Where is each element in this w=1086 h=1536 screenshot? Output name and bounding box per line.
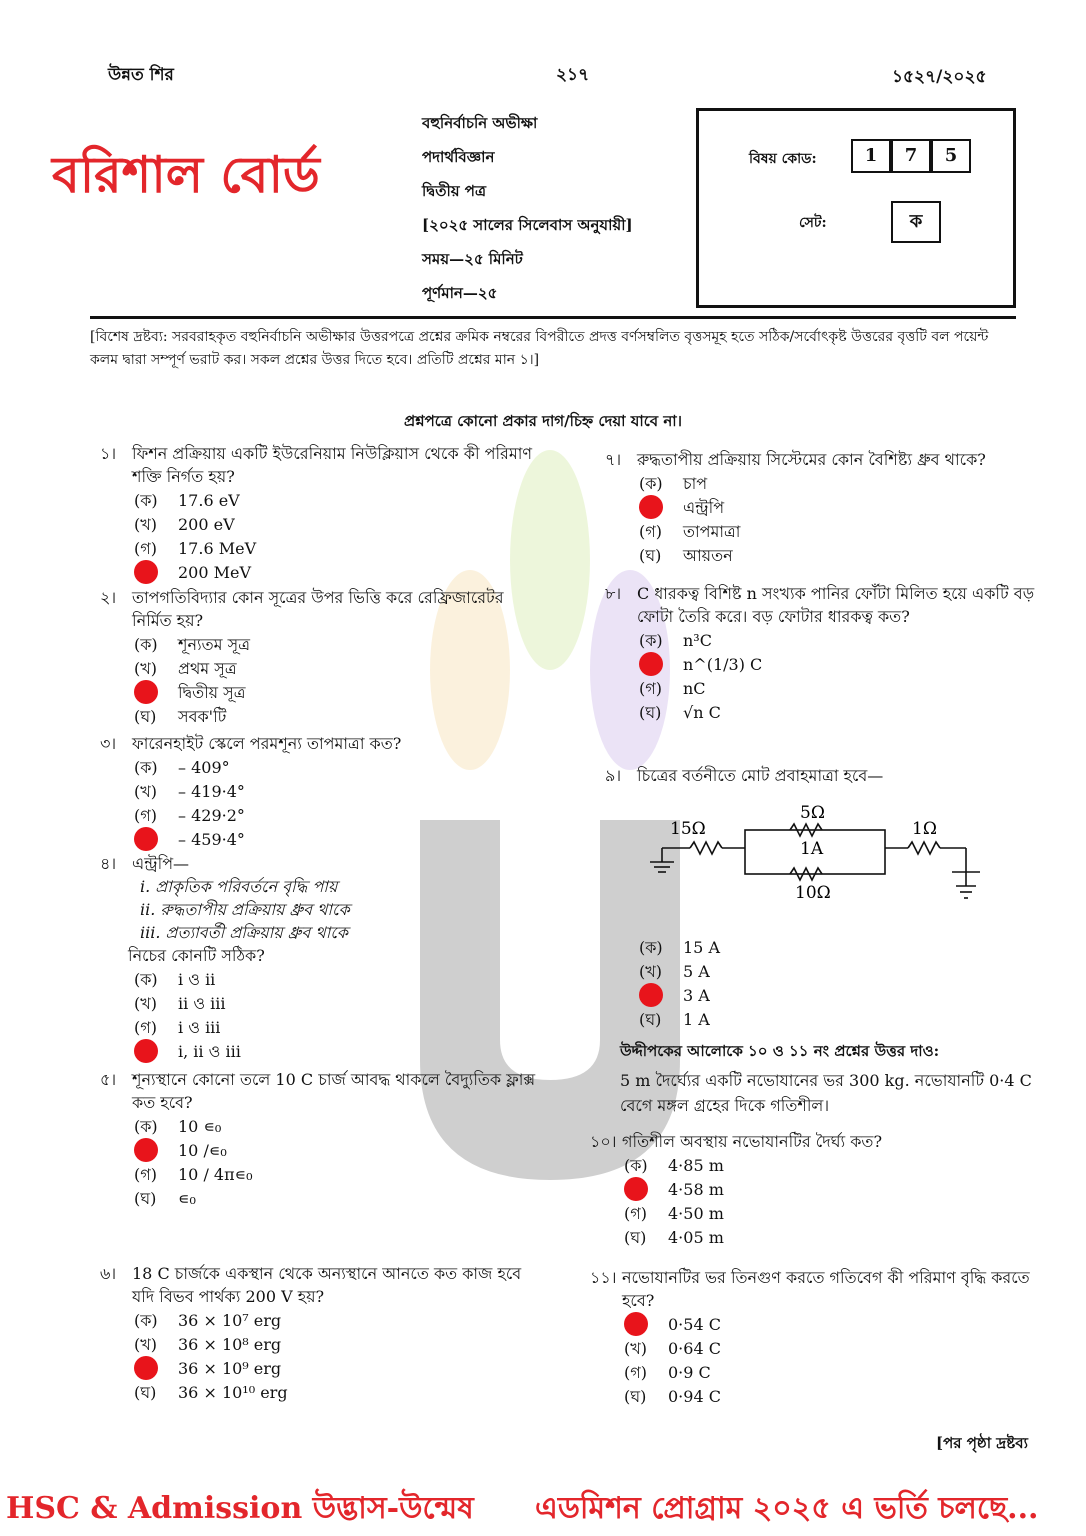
board-title: বরিশাল বোর্ড bbox=[52, 146, 320, 204]
option-label: (ক) bbox=[134, 1310, 158, 1330]
answer-marked-dot[interactable] bbox=[639, 495, 663, 519]
answer-marked-dot[interactable] bbox=[134, 560, 158, 584]
option-label: (গ) bbox=[639, 521, 662, 541]
option[interactable] bbox=[624, 1153, 1040, 1177]
code-digit: 5 bbox=[931, 139, 971, 173]
option-text: প্রথম সূত্র bbox=[178, 658, 237, 678]
option[interactable] bbox=[639, 1007, 720, 1031]
question-number: ৬। bbox=[100, 1264, 117, 1283]
option-text: আয়তন bbox=[683, 545, 733, 565]
question-text: তাপগতিবিদ্যার কোন সূত্রের উপর ভিত্তি করে রেফ্রিজারেটর নির্মিত হয়? bbox=[132, 588, 504, 630]
option-label: (গ) bbox=[134, 805, 157, 825]
option-text: 10 ∊₀ bbox=[178, 1116, 222, 1136]
question-text: 18 C চার্জকে একস্থান থেকে অন্যস্থানে আনতে কত কাজ হবে যদি বিভব পার্থক্য 200 V হয়? bbox=[132, 1264, 522, 1306]
option[interactable] bbox=[624, 1384, 1040, 1408]
option-label: (গ) bbox=[134, 538, 157, 558]
option[interactable] bbox=[134, 704, 540, 728]
full-marks: পূর্ণমান—২৫ bbox=[422, 284, 498, 302]
option-label: (ক) bbox=[134, 1116, 158, 1136]
stimulus-text: 5 m দৈর্ঘ্যের একটি নভোযানের ভর 300 kg. নভোযানটি 0·4 C বেগে মঙ্গল গ্রহের দিকে গতিশীল। bbox=[620, 1071, 1032, 1115]
question bbox=[605, 448, 1035, 567]
option[interactable] bbox=[134, 512, 540, 536]
option-label: (ক) bbox=[134, 969, 158, 989]
option[interactable] bbox=[639, 700, 1035, 724]
current-label: 1A bbox=[800, 839, 824, 859]
question-text: চিত্রের বর্তনীতে মোট প্রবাহমাত্রা হবে— bbox=[637, 766, 884, 785]
question-stem bbox=[590, 1130, 1040, 1153]
question-number: ৯। bbox=[605, 766, 622, 785]
option[interactable] bbox=[134, 1138, 540, 1162]
question-stem bbox=[605, 448, 1035, 471]
divider bbox=[90, 316, 1016, 319]
option-text: চাপ bbox=[683, 473, 708, 493]
answer-marked-dot[interactable] bbox=[134, 1356, 158, 1380]
instruction: [বিশেষ দ্রষ্টব্য: সরবরাহকৃত বহুনির্বাচনি অভীক্ষার উত্তরপত্রে প্রশ্নের ক্রমিক নম্বরের বিপরীতে প্রদত্ত বর্ণসম্বলিত বৃত্তসমূহ হতে সঠিক/সর্বোৎকৃষ্ট উত্তরের বৃত্তটি বল পয়েন্ট কলম দ্বারা সম্পূর্ণ ভরাট কর। সকল প্রশ্নের উত্তর দিতে হবে। প্রতিটি প্রশ্নের মান ১।] bbox=[90, 329, 989, 368]
question-stem bbox=[100, 852, 540, 875]
option[interactable] bbox=[134, 560, 540, 584]
options bbox=[605, 935, 720, 1031]
option[interactable] bbox=[134, 803, 540, 827]
question-stem bbox=[100, 732, 540, 755]
option-label: (ক) bbox=[639, 937, 663, 957]
option-label: (ক) bbox=[639, 630, 663, 650]
question-stem bbox=[605, 764, 1035, 787]
option[interactable] bbox=[134, 779, 540, 803]
options bbox=[100, 755, 540, 851]
option-label: (ক) bbox=[134, 490, 158, 510]
question-text: শূন্যস্থানে কোনো তলে 10 C চার্জ আবদ্ধ থাকলে বৈদ্যুতিক ফ্লাক্স কত হবে? bbox=[132, 1070, 536, 1112]
code-box bbox=[696, 108, 1016, 308]
resistor-10-label: 10Ω bbox=[795, 883, 831, 903]
option[interactable] bbox=[639, 495, 1035, 519]
option[interactable] bbox=[639, 471, 1035, 495]
option-text: 15 A bbox=[683, 937, 720, 957]
option-text: √n C bbox=[683, 702, 721, 722]
answer-marked-dot[interactable] bbox=[639, 983, 663, 1007]
option-label: (ক) bbox=[134, 757, 158, 777]
question bbox=[100, 586, 540, 728]
question-text: রুদ্ধতাপীয় প্রক্রিয়ায় সিস্টেমের কোন বৈশিষ্ট্য ধ্রুব থাকে? bbox=[637, 450, 986, 469]
options bbox=[100, 488, 540, 584]
option[interactable] bbox=[134, 991, 540, 1015]
question-text: নভোযানটির ভর তিনগুণ করতে গতিবেগ কী পরিমাণ বৃদ্ধি করতে হবে? bbox=[622, 1268, 1030, 1310]
set-label: সেট: bbox=[799, 215, 827, 231]
option[interactable] bbox=[624, 1225, 1040, 1249]
exam-type: বহুনির্বাচনি অভীক্ষা bbox=[422, 114, 538, 132]
option-text: 200 MeV bbox=[178, 562, 252, 582]
answer-marked-dot[interactable] bbox=[134, 827, 158, 851]
option-text: 10 / 4π∊₀ bbox=[178, 1164, 253, 1184]
question-stem bbox=[100, 1262, 540, 1308]
option-text: 4·05 m bbox=[668, 1227, 724, 1247]
question-text: এন্ট্রপি— bbox=[132, 854, 190, 873]
option-label: (গ) bbox=[624, 1203, 647, 1223]
option-text: nC bbox=[683, 678, 706, 698]
option[interactable] bbox=[624, 1201, 1040, 1225]
options bbox=[590, 1312, 1040, 1408]
option-label: (খ) bbox=[134, 993, 157, 1013]
option-text: 10 /∊₀ bbox=[178, 1140, 227, 1160]
question bbox=[100, 852, 540, 1063]
option-text: – 419·4° bbox=[178, 781, 245, 801]
header-right: ১৫২৭/২০২৫ bbox=[892, 67, 987, 87]
answer-marked-dot[interactable] bbox=[624, 1312, 648, 1336]
option[interactable] bbox=[639, 543, 1035, 567]
options bbox=[590, 1153, 1040, 1249]
answer-marked-dot[interactable] bbox=[624, 1177, 648, 1201]
option[interactable] bbox=[134, 680, 540, 704]
question-stem bbox=[590, 1266, 1040, 1312]
option-text: – 429·2° bbox=[178, 805, 245, 825]
option-text: i ও iii bbox=[178, 1017, 221, 1037]
option-text: i ও ii bbox=[178, 969, 216, 989]
question bbox=[100, 1262, 540, 1404]
option[interactable] bbox=[134, 1308, 540, 1332]
option[interactable] bbox=[134, 488, 540, 512]
question bbox=[100, 1068, 540, 1210]
continue-note: [পর পৃষ্ঠা দ্রষ্টব্য bbox=[936, 1434, 1028, 1452]
question-number: ১১। bbox=[590, 1268, 617, 1287]
question-stem bbox=[605, 582, 1035, 628]
paper: দ্বিতীয় পত্র bbox=[422, 182, 487, 200]
footer-right: এডমিশন প্রোগ্রাম ২০২৫ এ ভর্তি চলছে... bbox=[535, 1491, 1039, 1526]
option-label: (ঘ) bbox=[134, 1382, 157, 1402]
question-number: ১০। bbox=[590, 1132, 617, 1151]
options bbox=[605, 471, 1035, 567]
option-label: (গ) bbox=[134, 1017, 157, 1037]
question-text: গতিশীল অবস্থায় নভোযানটির দৈর্ঘ্য কত? bbox=[622, 1132, 883, 1151]
option-text: 4·85 m bbox=[668, 1155, 724, 1175]
option[interactable] bbox=[134, 755, 540, 779]
option[interactable] bbox=[639, 935, 720, 959]
answer-marked-dot[interactable] bbox=[134, 680, 158, 704]
options bbox=[100, 1308, 540, 1404]
question-number: ২। bbox=[100, 588, 117, 607]
option[interactable] bbox=[134, 1380, 540, 1404]
question-number: ১। bbox=[100, 444, 117, 463]
option-label: (ঘ) bbox=[624, 1386, 647, 1406]
option-label: (ক) bbox=[134, 634, 158, 654]
time: সময়—২৫ মিনিট bbox=[422, 250, 523, 268]
option-text: 0·94 C bbox=[668, 1386, 721, 1406]
option-label: (গ) bbox=[639, 678, 662, 698]
option-text: 200 eV bbox=[178, 514, 235, 534]
option-label: (ঘ) bbox=[134, 706, 157, 726]
option[interactable] bbox=[639, 676, 1035, 700]
option[interactable] bbox=[134, 827, 540, 851]
option[interactable] bbox=[134, 536, 540, 560]
statement: iii. প্রত্যাবর্তী প্রক্রিয়ায় ধ্রুব থাকে bbox=[140, 923, 349, 942]
page-number: ২১৭ bbox=[556, 65, 590, 85]
option-label: (ঘ) bbox=[639, 702, 662, 722]
answer-marked-dot[interactable] bbox=[639, 652, 663, 676]
syllabus: [২০২৫ সালের সিলেবাস অনুযায়ী] bbox=[422, 216, 633, 234]
options bbox=[100, 632, 540, 728]
exam-info bbox=[422, 112, 633, 316]
resistor-15-label: 15Ω bbox=[670, 819, 706, 839]
option-text: সবক'টি bbox=[178, 706, 227, 726]
option-text: 0·9 C bbox=[668, 1362, 711, 1382]
subject: পদার্থবিজ্ঞান bbox=[422, 148, 495, 166]
subject-code-label: বিষয় কোড: bbox=[749, 151, 817, 167]
options bbox=[100, 967, 540, 1063]
code-digit: 1 bbox=[851, 139, 891, 173]
option-text: n^(1/3) C bbox=[683, 654, 763, 674]
option-text: 5 A bbox=[683, 961, 710, 981]
option-text: 36 × 10⁹ erg bbox=[178, 1358, 282, 1378]
set-value: ক bbox=[891, 201, 941, 243]
question bbox=[605, 582, 1035, 724]
option-label: (গ) bbox=[134, 1164, 157, 1184]
options bbox=[605, 628, 1035, 724]
option[interactable] bbox=[134, 1039, 540, 1063]
option-text: এন্ট্রপি bbox=[683, 497, 725, 517]
question-number: ৫। bbox=[100, 1070, 117, 1089]
circuit-diagram bbox=[640, 800, 1000, 920]
option[interactable] bbox=[134, 656, 540, 680]
question-text: ফিশন প্রক্রিয়ায় একটি ইউরেনিয়াম নিউক্লিয়াস থেকে কী পরিমাণ শক্তি নির্গত হয়? bbox=[132, 444, 533, 486]
option-text: – 459·4° bbox=[178, 829, 245, 849]
option-text: 17.6 eV bbox=[178, 490, 240, 510]
stimulus-heading: উদ্দীপকের আলোকে ১০ ও ১১ নং প্রশ্নের উত্তর দাও: bbox=[620, 1042, 940, 1060]
option-label: (খ) bbox=[134, 658, 157, 678]
option-text: 4·50 m bbox=[668, 1203, 724, 1223]
footer-left: HSC & Admission উদ্ভাস-উন্মেষ bbox=[6, 1491, 474, 1526]
option-text: ∊₀ bbox=[178, 1188, 196, 1208]
option[interactable] bbox=[134, 1114, 540, 1138]
question bbox=[590, 1266, 1040, 1408]
option[interactable] bbox=[639, 519, 1035, 543]
header-left: উন্নত শির bbox=[108, 65, 174, 85]
option[interactable] bbox=[639, 628, 1035, 652]
option[interactable] bbox=[134, 1356, 540, 1380]
option[interactable] bbox=[624, 1177, 1040, 1201]
option-label: (ঘ) bbox=[639, 1009, 662, 1029]
option-label: (খ) bbox=[134, 781, 157, 801]
option-label: (ক) bbox=[639, 473, 663, 493]
question-number: ৭। bbox=[605, 450, 622, 469]
warning: প্রশ্নপত্রে কোনো প্রকার দাগ/চিহ্ন দেয়া যাবে না। bbox=[403, 412, 683, 430]
option-text: 36 × 10⁷ erg bbox=[178, 1310, 282, 1330]
option[interactable] bbox=[134, 1332, 540, 1356]
options bbox=[100, 1114, 540, 1210]
option[interactable] bbox=[639, 652, 1035, 676]
question-prompt: নিচের কোনটি সঠিক? bbox=[128, 946, 265, 965]
option-label: (ঘ) bbox=[639, 545, 662, 565]
answer-marked-dot[interactable] bbox=[134, 1039, 158, 1063]
option-text: 0·64 C bbox=[668, 1338, 721, 1358]
option[interactable] bbox=[134, 1015, 540, 1039]
option-label: (খ) bbox=[624, 1338, 647, 1358]
statement: ii. রুদ্ধতাপীয় প্রক্রিয়ায় ধ্রুব থাকে bbox=[140, 900, 350, 919]
question-stem bbox=[100, 1068, 540, 1114]
option[interactable] bbox=[134, 1186, 540, 1210]
option-label: (খ) bbox=[134, 514, 157, 534]
option-text: – 409° bbox=[178, 757, 230, 777]
question-stem bbox=[100, 442, 540, 488]
option-text: 3 A bbox=[683, 985, 710, 1005]
question bbox=[100, 732, 540, 851]
option-text: তাপমাত্রা bbox=[683, 521, 741, 541]
option-text: 0·54 C bbox=[668, 1314, 721, 1334]
option-label: (ঘ) bbox=[624, 1227, 647, 1247]
option-text: 17.6 MeV bbox=[178, 538, 257, 558]
option[interactable] bbox=[624, 1312, 1040, 1336]
option-text: দ্বিতীয় সূত্র bbox=[178, 682, 246, 702]
option[interactable] bbox=[639, 959, 720, 983]
option-text: শূন্যতম সূত্র bbox=[178, 634, 250, 654]
option-label: (খ) bbox=[134, 1334, 157, 1354]
resistor-1-label: 1Ω bbox=[912, 819, 937, 839]
question-number: ৮। bbox=[605, 584, 622, 603]
option[interactable] bbox=[624, 1336, 1040, 1360]
question-stem bbox=[100, 586, 540, 632]
option[interactable] bbox=[624, 1360, 1040, 1384]
option-text: ii ও iii bbox=[178, 993, 226, 1013]
option-label: (খ) bbox=[639, 961, 662, 981]
code-digit: 7 bbox=[891, 139, 931, 173]
option[interactable] bbox=[639, 983, 720, 1007]
option-text: 36 × 10¹⁰ erg bbox=[178, 1382, 288, 1402]
option-label: (ক) bbox=[624, 1155, 648, 1175]
question-text: ফারেনহাইট স্কেলে পরমশূন্য তাপমাত্রা কত? bbox=[132, 734, 402, 753]
option-text: 36 × 10⁸ erg bbox=[178, 1334, 282, 1354]
option-label: (ঘ) bbox=[134, 1188, 157, 1208]
question-number: ৩। bbox=[100, 734, 117, 753]
option-text: 1 A bbox=[683, 1009, 710, 1029]
question-text: C ধারকত্ব বিশিষ্ট n সংখ্যক পানির ফোঁটা মিলিত হয়ে একটি বড় ফোটা তৈরি করে। বড় ফোটার ধারকত্ব কত? bbox=[637, 584, 1035, 626]
resistor-5-label: 5Ω bbox=[800, 803, 825, 823]
question bbox=[590, 1130, 1040, 1249]
answer-marked-dot[interactable] bbox=[134, 1138, 158, 1162]
option[interactable] bbox=[134, 1162, 540, 1186]
option[interactable] bbox=[134, 967, 540, 991]
question-number: ৪। bbox=[100, 854, 117, 873]
option-label: (গ) bbox=[624, 1362, 647, 1382]
option-text: 4·58 m bbox=[668, 1179, 724, 1199]
question bbox=[100, 442, 540, 584]
statement: i. প্রাকৃতিক পরিবর্তনে বৃদ্ধি পায় bbox=[140, 877, 338, 896]
option-text: n³C bbox=[683, 630, 712, 650]
option[interactable] bbox=[134, 632, 540, 656]
option-text: i, ii ও iii bbox=[178, 1041, 241, 1061]
